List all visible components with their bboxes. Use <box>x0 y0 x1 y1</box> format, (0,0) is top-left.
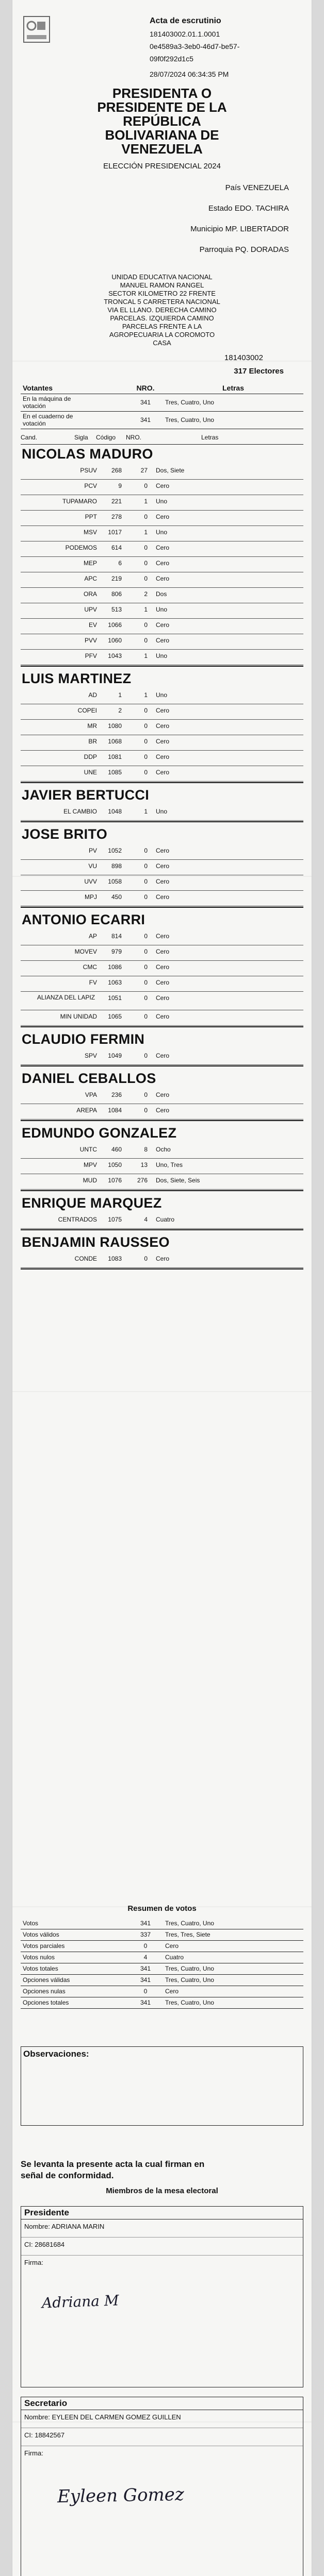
party-sigla: PVV <box>84 637 97 644</box>
party-code: 1063 <box>108 979 122 986</box>
candidate-name: ANTONIO ECARRI <box>22 912 145 927</box>
party-votes: 0 <box>144 994 148 1002</box>
member-firma-label: Firma: <box>24 2259 43 2266</box>
resumen-row <box>21 1963 303 1974</box>
location-pais: País VENEZUELA <box>225 183 289 192</box>
party-votes-letras: Cero <box>156 847 170 854</box>
party-code: 1081 <box>108 753 122 760</box>
party-code: 1086 <box>108 963 122 971</box>
party-code: 814 <box>111 933 122 940</box>
party-votes-letras: Uno <box>156 691 168 699</box>
party-code: 268 <box>111 467 122 474</box>
party-votes-letras: Uno <box>156 606 168 613</box>
conformity-text: Se levanta la presente acta la cual firman en señal de conformidad. <box>21 2159 205 2180</box>
party-sigla: DDP <box>84 753 97 760</box>
candidate-party-row <box>21 1161 303 1173</box>
candidate-party-row <box>21 1052 303 1063</box>
candidate-party-row <box>21 529 303 540</box>
party-votes: 0 <box>144 948 148 955</box>
party-votes-letras: Uno <box>156 652 168 659</box>
candidate-party-row <box>21 606 303 617</box>
candidate-party-row <box>21 862 303 874</box>
resumen-nro: 341 <box>128 1918 163 1929</box>
party-code: 1080 <box>108 722 122 730</box>
party-sigla: AP <box>88 933 97 940</box>
party-votes-letras: Cero <box>156 1107 170 1114</box>
party-votes: 0 <box>144 862 148 870</box>
party-code: 6 <box>118 560 122 567</box>
candidate-party-row <box>21 513 303 524</box>
location-info <box>21 183 289 266</box>
party-votes: 0 <box>144 753 148 760</box>
resumen-label: Votos totales <box>21 1963 128 1974</box>
resumen-letras: Cuatro <box>163 1952 303 1963</box>
resumen-label: Votos válidos <box>21 1929 128 1940</box>
party-sigla: SPV <box>84 1052 97 1059</box>
candidate-name: JOSE BRITO <box>22 826 108 842</box>
party-sigla: PFV <box>85 652 97 659</box>
miembros-title: Miembros de la mesa electoral <box>106 2187 218 2195</box>
voting-center: UNIDAD EDUCATIVA NACIONAL MANUEL RAMON RANGEL SECTOR KILOMETRO 22 FRENTE TRONCAL 5 CARRETERA NACIONAL VIA EL LLANO. DERECHA CAMINO PARCELAS. IZQUIERDA CAMINO PARCELAS FRENTE A LA AGROPECUARIA LA COROMOTO CASA <box>104 273 220 347</box>
party-code: 1050 <box>108 1161 122 1168</box>
member-ci: CI: 28681684 <box>21 2238 303 2256</box>
party-sigla: MSV <box>83 529 97 536</box>
party-sigla: BR <box>88 738 97 745</box>
party-votes-letras: Cero <box>156 738 170 745</box>
party-votes: 0 <box>144 637 148 644</box>
party-votes: 2 <box>144 590 148 598</box>
candidate-name: BENJAMIN RAUSSEO <box>22 1234 170 1250</box>
party-votes: 0 <box>144 560 148 567</box>
party-code: 1065 <box>108 1013 122 1020</box>
location-parroquia: Parroquia PQ. DORADAS <box>199 245 289 254</box>
election-name: ELECCIÓN PRESIDENCIAL 2024 <box>103 162 221 171</box>
candidate-name: LUIS MARTINEZ <box>22 671 132 686</box>
observaciones-box: Observaciones: <box>21 2046 303 2126</box>
party-sigla: VPA <box>85 1091 97 1098</box>
party-votes-letras: Uno, Tres <box>156 1161 183 1168</box>
candidate-party-row <box>21 1013 303 1024</box>
votantes-table: Votantes NRO. Letras En la máquina de votación 341 Tres, Cuatro, Uno En el cuaderno de votación 341 Tres, Cuatro, Uno <box>21 382 303 429</box>
party-votes: 0 <box>144 621 148 629</box>
acta-serial: 181403002.01.1.0001 <box>150 30 220 38</box>
resumen-label: Votos nulos <box>21 1952 128 1963</box>
party-votes: 0 <box>144 738 148 745</box>
party-votes-letras: Dos, Siete, Seis <box>156 1177 200 1184</box>
party-votes: 13 <box>140 1161 148 1168</box>
member-box <box>21 2397 303 2576</box>
party-code: 806 <box>111 590 122 598</box>
resumen-nro: 4 <box>128 1952 163 1963</box>
party-sigla: MEP <box>83 560 97 567</box>
member-firma-label: Firma: <box>24 2449 43 2457</box>
party-sigla: VU <box>88 862 97 870</box>
resumen-row <box>21 1918 303 1929</box>
party-votes: 1 <box>144 606 148 613</box>
candidate-party-row <box>21 808 303 819</box>
party-votes: 0 <box>144 1013 148 1020</box>
party-votes-letras: Cero <box>156 893 170 901</box>
party-code: 1083 <box>108 1255 122 1262</box>
party-sigla: MOVEV <box>74 948 97 955</box>
resumen-nro: 341 <box>128 1997 163 2008</box>
party-votes-letras: Cero <box>156 722 170 730</box>
party-votes-letras: Cero <box>156 769 170 776</box>
candidate-party-row <box>21 652 303 664</box>
candidate-party-row <box>21 963 303 975</box>
candidate-party-row <box>21 948 303 959</box>
candidate-party-row <box>21 707 303 718</box>
party-votes-letras: Cero <box>156 1255 170 1262</box>
party-sigla: CMC <box>83 963 97 971</box>
candidate-party-row <box>21 994 303 1012</box>
candidate-party-row <box>21 1146 303 1157</box>
candidate-party-row <box>21 933 303 944</box>
party-votes-letras: Uno <box>156 529 168 536</box>
party-votes: 4 <box>144 1216 148 1223</box>
candidate-party-row <box>21 544 303 555</box>
party-sigla: APC <box>84 575 97 582</box>
acta-hash-1: 0e4589a3-3eb0-46d7-be57- <box>150 42 240 50</box>
party-votes-letras: Cero <box>156 753 170 760</box>
member-ci: CI: 18842567 <box>21 2428 303 2446</box>
party-code: 1 <box>118 691 122 699</box>
candidate-party-row <box>21 691 303 703</box>
party-votes-letras: Ocho <box>156 1146 171 1153</box>
party-code: 1048 <box>108 808 122 815</box>
party-code: 460 <box>111 1146 122 1153</box>
resumen-row <box>21 1986 303 1997</box>
party-sigla: UNE <box>84 769 97 776</box>
resumen-letras: Tres, Cuatro, Uno <box>163 1997 303 2008</box>
resumen-letras: Tres, Tres, Siete <box>163 1929 303 1940</box>
resumen-letras: Cero <box>163 1986 303 1997</box>
party-sigla: EL CAMBIO <box>63 808 97 815</box>
party-votes-letras: Cero <box>156 544 170 551</box>
party-votes-letras: Dos, Siete <box>156 467 185 474</box>
party-votes-letras: Cero <box>156 482 170 489</box>
party-code: 1084 <box>108 1107 122 1114</box>
party-sigla: EV <box>88 621 97 629</box>
member-role: Secretario <box>21 2397 303 2410</box>
party-code: 1017 <box>108 529 122 536</box>
party-sigla: CENTRADOS <box>58 1216 97 1223</box>
candidate-party-row <box>21 482 303 494</box>
acta-label: Acta de escrutinio <box>150 16 221 25</box>
location-municipio: Municipio MP. LIBERTADOR <box>190 225 289 233</box>
party-votes-letras: Uno <box>156 498 168 505</box>
party-votes-letras: Cero <box>156 933 170 940</box>
candidate-party-row <box>21 1091 303 1103</box>
party-sigla: UVV <box>84 878 97 885</box>
candidates-header: Cand. Sigla Código NRO. Letras <box>21 434 219 441</box>
party-votes-letras: Cero <box>156 878 170 885</box>
party-votes: 0 <box>144 847 148 854</box>
candidate-party-row <box>21 979 303 990</box>
resumen-nro: 337 <box>128 1929 163 1940</box>
party-code: 1049 <box>108 1052 122 1059</box>
party-sigla: ORA <box>83 590 97 598</box>
party-sigla: AD <box>88 691 97 699</box>
party-sigla: COPEI <box>77 707 97 714</box>
resumen-label: Opciones válidas <box>21 1974 128 1986</box>
party-votes: 0 <box>144 513 148 520</box>
party-votes: 0 <box>144 575 148 582</box>
candidate-party-row <box>21 575 303 586</box>
party-votes-letras: Cero <box>156 707 170 714</box>
candidate-party-row <box>21 1107 303 1118</box>
candidate-party-row <box>21 637 303 648</box>
party-code: 236 <box>111 1091 122 1098</box>
party-sigla: PSUV <box>80 467 97 474</box>
candidate-name: ENRIQUE MARQUEZ <box>22 1195 162 1211</box>
party-votes: 0 <box>144 769 148 776</box>
candidate-name: NICOLAS MADURO <box>22 446 153 462</box>
party-code: 1076 <box>108 1177 122 1184</box>
party-votes-letras: Cero <box>156 979 170 986</box>
party-votes-letras: Cero <box>156 513 170 520</box>
resumen-nro: 0 <box>128 1940 163 1952</box>
party-code: 979 <box>111 948 122 955</box>
party-votes: 8 <box>144 1146 148 1153</box>
party-votes: 0 <box>144 722 148 730</box>
party-votes-letras: Cero <box>156 1091 170 1098</box>
party-sigla: UPV <box>84 606 97 613</box>
party-code: 1052 <box>108 847 122 854</box>
party-sigla: CONDE <box>74 1255 97 1262</box>
resumen-row <box>21 1929 303 1940</box>
party-votes: 1 <box>144 691 148 699</box>
party-sigla: ALIANZA DEL LAPIZ <box>37 994 95 1001</box>
party-votes-letras: Cero <box>156 560 170 567</box>
party-votes: 27 <box>140 467 148 474</box>
resumen-nro: 341 <box>128 1963 163 1974</box>
candidate-party-row <box>21 498 303 509</box>
party-votes-letras: Dos <box>156 590 167 598</box>
party-sigla: UNTC <box>79 1146 97 1153</box>
candidate-party-row <box>21 769 303 780</box>
cne-logo-icon <box>22 14 52 44</box>
candidate-party-row <box>21 1255 303 1266</box>
party-sigla: PCV <box>84 482 97 489</box>
candidate-party-row <box>21 738 303 749</box>
party-code: 9 <box>118 482 122 489</box>
member-signature: Adriana M <box>41 2292 120 2312</box>
member-box <box>21 2206 303 2387</box>
party-code: 2 <box>118 707 122 714</box>
party-votes-letras: Cero <box>156 1052 170 1059</box>
party-votes: 0 <box>144 1107 148 1114</box>
resumen-label: Opciones nulas <box>21 1986 128 1997</box>
member-signature: Eyleen Gomez <box>57 2484 185 2507</box>
party-code: 278 <box>111 513 122 520</box>
party-votes: 1 <box>144 529 148 536</box>
resumen-table <box>21 1918 303 2009</box>
party-votes: 0 <box>144 1255 148 1262</box>
party-votes: 1 <box>144 808 148 815</box>
party-code: 1051 <box>108 994 122 1002</box>
party-code: 513 <box>111 606 122 613</box>
party-code: 221 <box>111 498 122 505</box>
party-code: 450 <box>111 893 122 901</box>
candidate-party-row <box>21 560 303 571</box>
party-votes-letras: Cero <box>156 621 170 629</box>
party-votes: 0 <box>144 963 148 971</box>
resumen-letras: Tres, Cuatro, Uno <box>163 1963 303 1974</box>
party-votes: 1 <box>144 498 148 505</box>
party-votes: 0 <box>144 933 148 940</box>
party-sigla: PODEMOS <box>65 544 97 551</box>
resumen-row <box>21 1952 303 1963</box>
member-nombre: Nombre: ADRIANA MARIN <box>21 2219 303 2238</box>
party-sigla: MUD <box>83 1177 97 1184</box>
party-sigla: FV <box>89 979 97 986</box>
party-sigla: MPV <box>83 1161 97 1168</box>
candidate-name: DANIEL CEBALLOS <box>22 1071 156 1086</box>
candidate-name: CLAUDIO FERMIN <box>22 1031 145 1047</box>
resumen-row <box>21 1974 303 1986</box>
party-votes-letras: Cero <box>156 994 170 1002</box>
party-votes: 0 <box>144 979 148 986</box>
candidate-name: JAVIER BERTUCCI <box>22 787 150 803</box>
candidate-party-row <box>21 590 303 602</box>
acta-hash-2: 09f0f292d1c5 <box>150 55 193 63</box>
party-votes-letras: Cero <box>156 637 170 644</box>
party-votes: 0 <box>144 878 148 885</box>
party-votes: 276 <box>137 1177 148 1184</box>
resumen-row <box>21 1997 303 2008</box>
candidate-party-row <box>21 1177 303 1188</box>
electores-count: 317 Electores <box>234 367 284 376</box>
party-votes: 0 <box>144 544 148 551</box>
party-code: 898 <box>111 862 122 870</box>
location-estado: Estado EDO. TACHIRA <box>208 204 289 213</box>
party-code: 1075 <box>108 1216 122 1223</box>
candidate-party-row <box>21 753 303 765</box>
acta-datetime: 28/07/2024 06:34:35 PM <box>150 70 229 78</box>
member-role: Presidente <box>21 2207 303 2219</box>
member-nombre: Nombre: EYLEEN DEL CARMEN GOMEZ GUILLEN <box>21 2410 303 2428</box>
candidate-name: EDMUNDO GONZALEZ <box>22 1125 177 1141</box>
candidate-party-row <box>21 722 303 734</box>
election-title: PRESIDENTA O PRESIDENTE DE LA REPÚBLICA BOLIVARIANA DE VENEZUELA <box>97 86 227 157</box>
party-code: 1060 <box>108 637 122 644</box>
candidate-party-row <box>21 1216 303 1227</box>
resumen-title: Resumen de votos <box>127 1904 197 1913</box>
party-votes-letras: Cero <box>156 862 170 870</box>
party-sigla: MPJ <box>85 893 97 901</box>
party-code: 1058 <box>108 878 122 885</box>
party-code: 1068 <box>108 738 122 745</box>
party-votes: 0 <box>144 1091 148 1098</box>
resumen-nro: 341 <box>128 1974 163 1986</box>
party-sigla: MIN UNIDAD <box>60 1013 97 1020</box>
party-votes-letras: Cero <box>156 963 170 971</box>
center-code: 181403002 <box>224 353 263 362</box>
party-votes-letras: Cero <box>156 575 170 582</box>
party-votes-letras: Cero <box>156 948 170 955</box>
candidate-party-row <box>21 878 303 889</box>
acta-paper <box>12 0 312 2576</box>
resumen-letras: Cero <box>163 1940 303 1952</box>
resumen-label: Opciones totales <box>21 1997 128 2008</box>
candidate-party-row <box>21 893 303 905</box>
resumen-row <box>21 1940 303 1952</box>
party-votes-letras: Cuatro <box>156 1216 175 1223</box>
resumen-label: Votos <box>21 1918 128 1929</box>
party-code: 1085 <box>108 769 122 776</box>
party-votes: 0 <box>144 1052 148 1059</box>
resumen-letras: Tres, Cuatro, Uno <box>163 1918 303 1929</box>
party-code: 614 <box>111 544 122 551</box>
resumen-nro: 0 <box>128 1986 163 1997</box>
resumen-letras: Tres, Cuatro, Uno <box>163 1974 303 1986</box>
party-votes: 0 <box>144 893 148 901</box>
party-code: 1043 <box>108 652 122 659</box>
resumen-label: Votos parciales <box>21 1940 128 1952</box>
party-votes: 0 <box>144 707 148 714</box>
candidate-party-row <box>21 847 303 858</box>
party-votes-letras: Cero <box>156 1013 170 1020</box>
party-votes: 0 <box>144 482 148 489</box>
party-code: 1066 <box>108 621 122 629</box>
party-votes-letras: Uno <box>156 808 168 815</box>
candidate-party-row <box>21 621 303 633</box>
party-sigla: PV <box>88 847 97 854</box>
party-votes: 1 <box>144 652 148 659</box>
party-sigla: TUPAMARO <box>62 498 97 505</box>
party-sigla: AREPA <box>76 1107 97 1114</box>
candidate-party-row <box>21 467 303 478</box>
party-sigla: PPT <box>85 513 97 520</box>
party-code: 219 <box>111 575 122 582</box>
party-sigla: MR <box>87 722 97 730</box>
